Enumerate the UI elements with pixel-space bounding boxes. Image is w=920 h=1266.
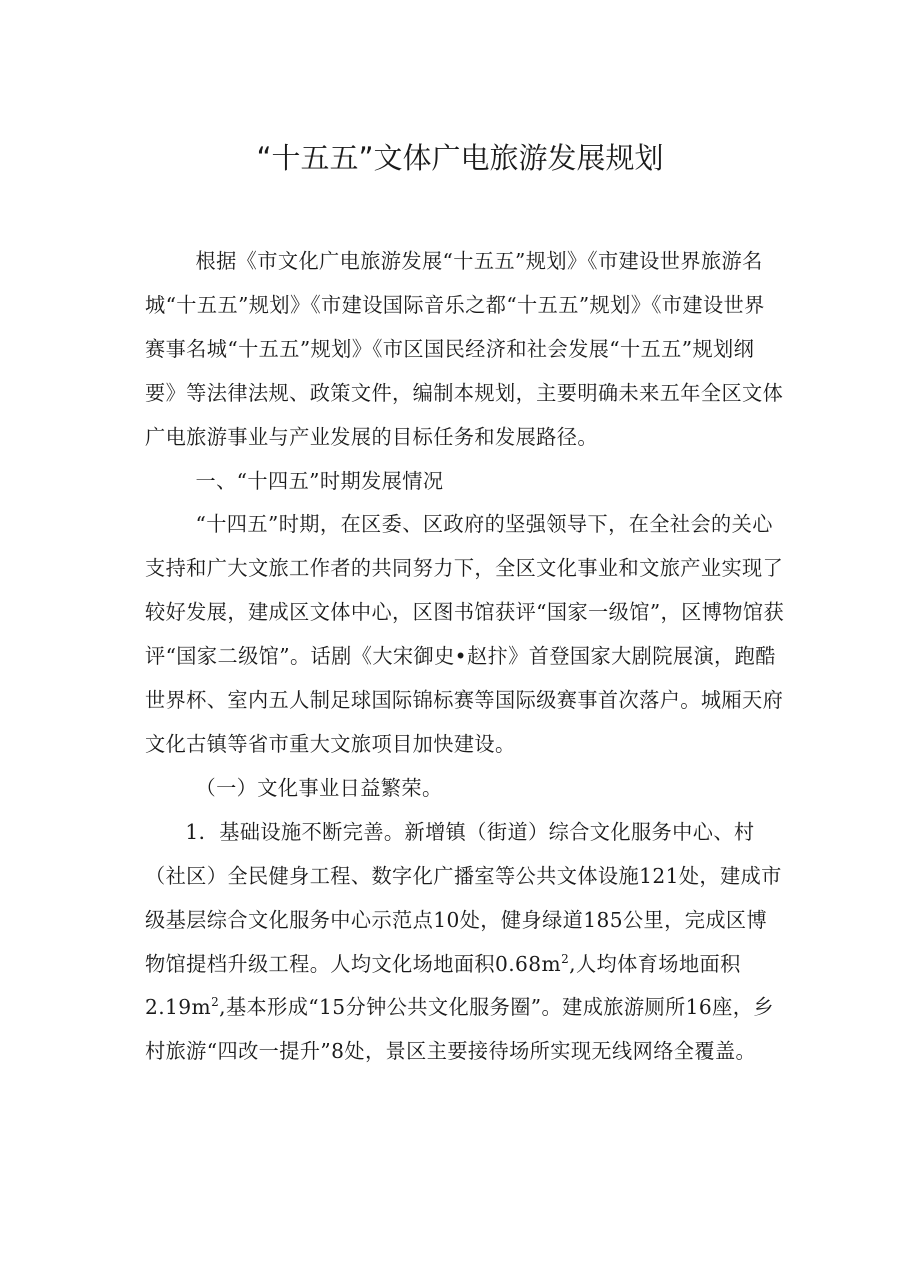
subsection-heading-1: （一）文化事业日益繁荣。 [195,775,443,800]
section-1-paragraph: “十四五”时期，在区委、区政府的坚强领导下，在全社会的关心支持和广大文旅工作者的共同努力下，全区文化事业和文旅产业实现了较好发展，建成区文体中心，区图书馆获评“国家一级馆”，区博物馆获评“国家二级馆”。话剧《大宋御史•赵抃》首登国家大剧院展演，跑酷世界杯、室内五人制足球国际锦标赛等国际级赛事首次落户。城厢天府文化古镇等省市重大文旅项目加快建设。 [145,512,785,756]
item-1-text-a: 1．基础设施不断完善。新增镇（街道）综合文化服务中心、村（社区）全民健身工程、数字化广播室等公共文体设施121处，建成市级基层综合文化服务中心示范点10处，健身绿道185公里，完成区博物馆提档升级工程。人均文化场地面积0.68m [145,819,782,976]
section-heading-1: 一、“十四五”时期发展情况 [195,468,444,493]
item-1-text-b: ,人均体育场地面积2.19m [145,951,741,1020]
superscript-squared: 2 [211,995,220,1010]
item-1-paragraph [145,811,785,1074]
item-1-text-c: ,基本形成“15分钟公共文化服务圈”。建成旅游厕所16座，乡村旅游“四改一提升”8处，景区主要接待场所实现无线网络全覆盖。 [145,995,774,1064]
superscript-squared: 2 [561,951,570,966]
document-body [145,240,785,1074]
intro-paragraph: 根据《市文化广电旅游发展“十五五”规划》《市建设世界旅游名城“十五五”规划》《市建设国际音乐之都“十五五”规划》《市建设世界赛事名城“十五五”规划》《市区国民经济和社会发展“十五五”规划纲要》等法律法规、政策文件，编制本规划，主要明确未来五年全区文体广电旅游事业与产业发展的目标任务和发展路径。 [145,249,784,449]
document-title: “十五五”文体广电旅游发展规划 [256,141,664,175]
